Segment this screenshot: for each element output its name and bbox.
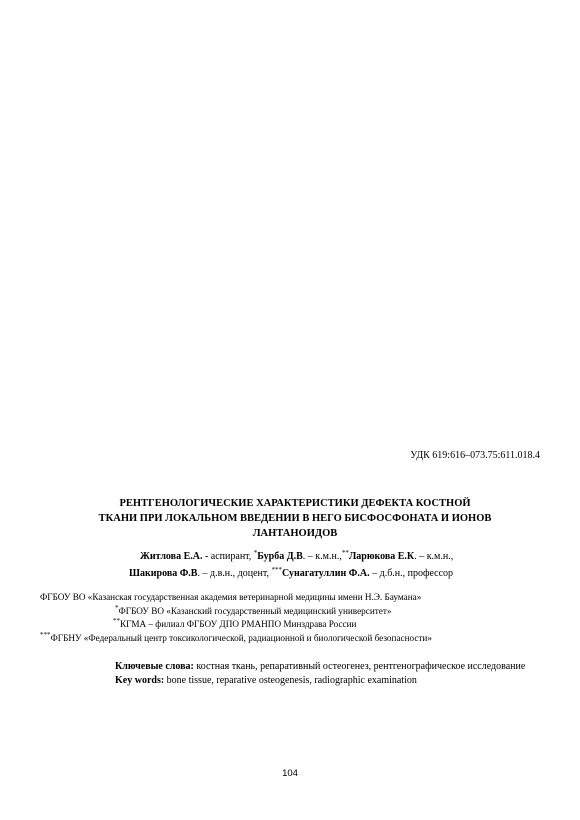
article-title — [60, 496, 530, 541]
affiliation-mark: * — [253, 549, 258, 557]
affiliation-text: ФГБОУ ВО «Казанский государственный медицинский университет» — [118, 605, 392, 616]
affiliation-mark: ** — [113, 617, 120, 625]
keywords-en — [40, 674, 540, 688]
keywords-en-label: Key words: — [115, 674, 165, 686]
keywords-ru-text: костная ткань, репаративный остеогенез, рентгенографическое исследование — [193, 661, 526, 672]
udk-code: УДК 619:616–073.75:611.018.4 — [410, 450, 540, 461]
affiliation-mark: *** — [271, 566, 282, 574]
title-line-1: РЕНТГЕНОЛОГИЧЕСКИЕ ХАРАКТЕРИСТИКИ ДЕФЕКТА КОСТНОЙ — [119, 498, 471, 509]
author-name: Житлова Е.А. — [140, 551, 203, 562]
keywords-en-text: bone tissue, reparative osteogenesis, radiographic examination — [164, 674, 417, 686]
author-name: Бурба Д.В — [257, 551, 303, 562]
keywords-ru — [40, 660, 540, 674]
title-line-3: ЛАНТАНОИДОВ — [252, 528, 338, 539]
authors-block — [60, 548, 510, 582]
affiliation-mark: *** — [40, 630, 51, 639]
author-name: Ларюкова Е.К — [348, 551, 415, 562]
author-role: - аспирант, — [202, 551, 254, 562]
affiliation-1: ФГБОУ ВО «Казанская государственная академия ветеринарной медицины имени Н.Э. Баумана» — [40, 592, 422, 602]
author-name: Сунагатуллин Ф.А. — [282, 568, 370, 579]
affiliation-text: ФГБНУ «Федеральный центр токсикологической, радиационной и биологической безопасности» — [50, 632, 432, 643]
affiliation-mark: * — [115, 603, 119, 612]
affiliations-block — [40, 591, 550, 645]
keywords-ru-label: Ключевые слова: — [115, 661, 194, 672]
author-role: . – к.м.н., — [302, 551, 342, 562]
author-name: Шакирова Ф.В — [129, 568, 198, 579]
keywords-block — [40, 660, 540, 687]
page-number: 104 — [282, 768, 298, 779]
affiliation-4 — [40, 632, 550, 646]
authors-line-2 — [60, 565, 510, 582]
affiliation-mark: ** — [341, 549, 349, 557]
author-role: – д.б.н., профессор — [369, 568, 454, 579]
author-role: . – д.в.н., доцент, — [197, 568, 272, 579]
affiliation-2 — [40, 605, 550, 619]
affiliation-3 — [40, 618, 550, 632]
author-role: . – к.м.н., — [414, 551, 454, 562]
affiliation-text: КГМА – филиал ФГБОУ ДПО РМАНПО Минздрава России — [120, 619, 357, 629]
authors-line-1 — [60, 548, 510, 565]
title-line-2: ТКАНИ ПРИ ЛОКАЛЬНОМ ВВЕДЕНИИ В НЕГО БИСФОСФОНАТА И ИОНОВ — [98, 513, 492, 524]
